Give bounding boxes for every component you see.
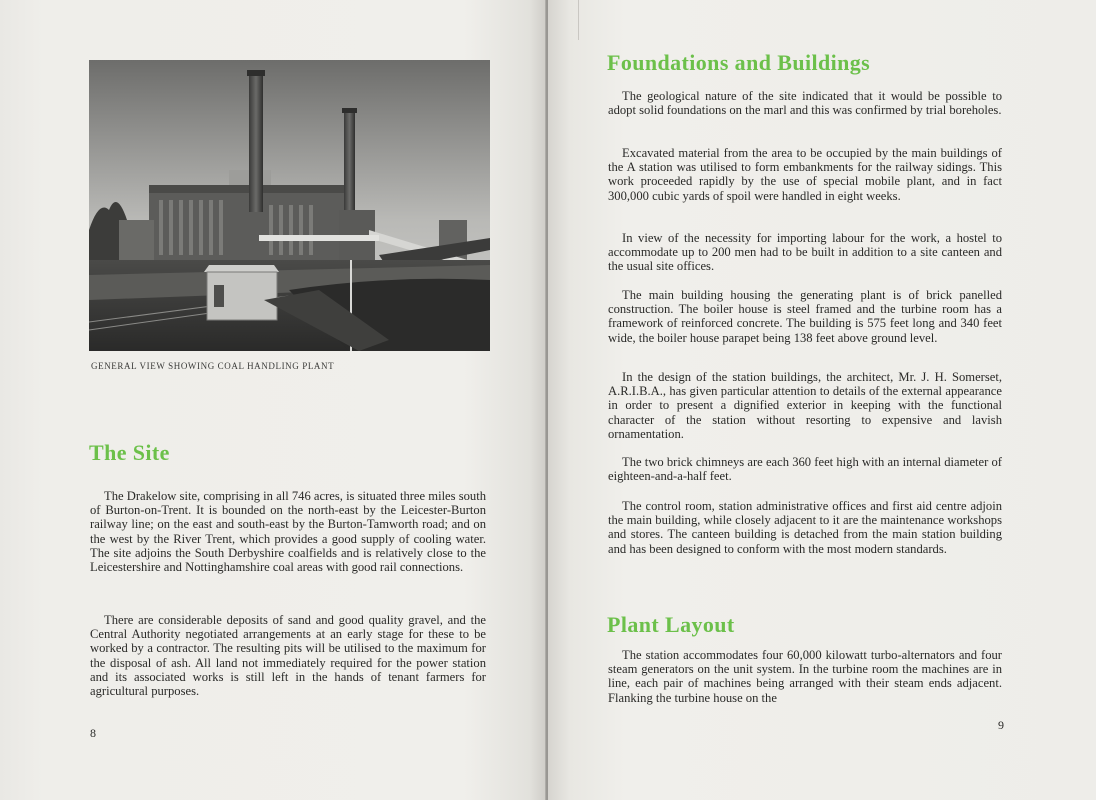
coal-handling-plant-photo — [89, 60, 490, 351]
foundations-paragraph-2: Excavated material from the area to be occupied by the main buildings of the A station was utilised to form embankments for the railway sidings. This work proceeded rapidly by the use of special mobile plant, and in fact 300,000 cubic yards of spoil were handled in eight weeks. — [608, 146, 1002, 203]
photo-caption: GENERAL VIEW SHOWING COAL HANDLING PLANT — [91, 361, 335, 371]
foundations-paragraph-7: The control room, station administrative offices and first aid centre adjoin the main building, while closely adjacent to it are the maintenance workshops and stores. The canteen building is detached from the main station building and has been designed to conform with the most modern standards. — [608, 499, 1002, 556]
left-page — [0, 0, 546, 800]
section-heading-foundations: Foundations and Buildings — [607, 50, 871, 75]
foundations-paragraph-3: In view of the necessity for importing labour for the work, a hostel to accommodate up to 200 men had to be built in addition to a site canteen and the usual site offices. — [608, 231, 1002, 274]
section-heading-plant-layout: Plant Layout — [607, 612, 735, 637]
foundations-paragraph-5: In the design of the station buildings, the architect, Mr. J. H. Somerset, A.R.I.B.A., has given particular attention to details of the external appearance in order to present a dignified exterior in keeping with the functional character of the station without resorting to expensive and lavish ornamentation. — [608, 370, 1002, 441]
foundations-paragraph-6: The two brick chimneys are each 360 feet high with an internal diameter of eighteen-and-a-half feet. — [608, 455, 1002, 484]
foundations-paragraph-4: The main building housing the generating plant is of brick panelled construction. The boiler house is steel framed and the turbine room has a framework of reinforced concrete. The building is 575 feet long and 340 feet wide, the boiler house parapet being 138 feet above ground level. — [608, 288, 1002, 345]
page-crease — [578, 0, 579, 40]
section-heading-the-site: The Site — [89, 440, 170, 465]
right-page — [548, 0, 1096, 800]
site-paragraph-1: The Drakelow site, comprising in all 746 acres, is situated three miles south of Burton-on-Trent. It is bounded on the north-east by the Leicester-Burton railway line; on the east and south-east by the Burton-Tamworth road; and on the west by the River Trent, which provides a good supply of cooling water. The site adjoins the South Derbyshire coalfields and is relatively close to the Leicestershire and Nottinghamshire coal areas with good rail connections. — [90, 489, 486, 575]
page-number-right: 9 — [998, 718, 1004, 732]
site-paragraph-2: There are considerable deposits of sand and good quality gravel, and the Central Authority negotiated arrangements at an early stage for these to be worked by a contractor. The resulting pits will be utilised to the maximum for the disposal of ash. All land not immediately required for the power station and its associated works is still left in the hands of tenant farmers for agricultural purposes. — [90, 613, 486, 699]
foundations-paragraph-1: The geological nature of the site indicated that it would be possible to adopt solid foundations on the marl and this was confirmed by trial boreholes. — [608, 89, 1002, 118]
plant-layout-paragraph-1: The station accommodates four 60,000 kilowatt turbo-alternators and four steam generators on the unit system. In the turbine room the machines are in line, each pair of machines being arranged with their steam ends adjacent. Flanking the turbine house on the — [608, 648, 1002, 705]
page-number-left: 8 — [90, 726, 96, 740]
